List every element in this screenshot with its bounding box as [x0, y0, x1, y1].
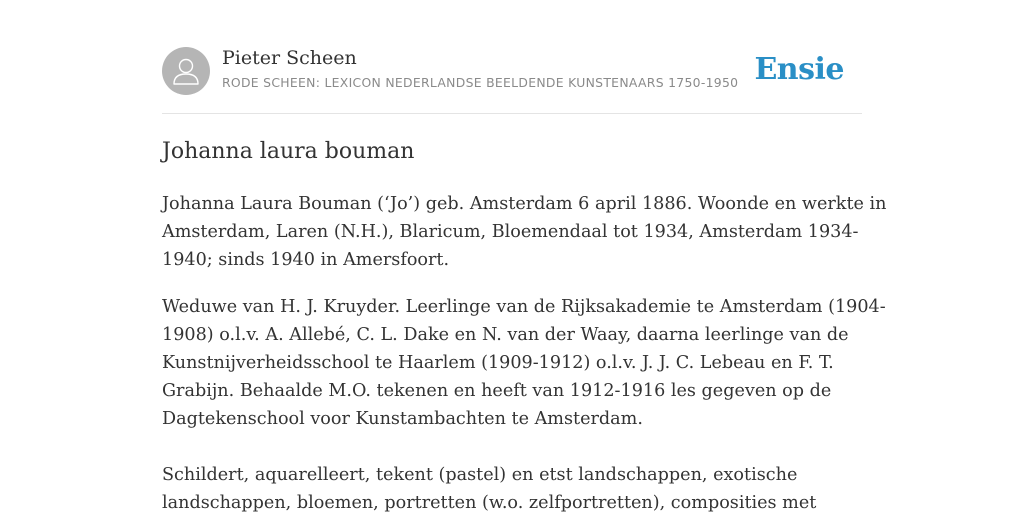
ensie-logo[interactable]: Ensie	[754, 52, 844, 87]
header-divider	[162, 113, 862, 114]
paragraph	[162, 293, 886, 512]
text-line: Grabijn. Behaalde M.O. tekenen en heeft van 1912-1916 les gegeven op de	[162, 381, 832, 401]
text-line: Johanna Laura Bouman (‘Jo’) geb. Amsterdam 6 april 1886. Woonde en werkte in	[162, 194, 887, 214]
text-line: Amsterdam, Laren (N.H.), Blaricum, Bloemendaal tot 1934, Amsterdam 1934-	[162, 222, 859, 242]
text-line: Weduwe van H. J. Kruyder. Leerlinge van de Rijksakademie te Amsterdam (1904-	[162, 297, 886, 317]
author-name-link[interactable]: Pieter Scheen	[222, 47, 357, 69]
text-line: Dagtekenschool voor Kunstambachten te Amsterdam.	[162, 409, 643, 429]
text-line: Kunstnijverheidsschool te Haarlem (1909-1912) o.l.v. J. J. C. Lebeau en F. T.	[162, 353, 834, 373]
article-header	[162, 46, 862, 96]
article-body	[162, 190, 887, 512]
paragraph	[162, 190, 887, 274]
text-line: Schildert, aquarelleert, tekent (pastel) en etst landschappen, exotische	[162, 465, 798, 485]
text-line	[162, 433, 862, 461]
text-line: 1908) o.l.v. A. Allebé, C. L. Dake en N. van der Waay, daarna leerlinge van de	[162, 325, 849, 345]
source-link[interactable]: RODE SCHEEN: LEXICON NEDERLANDSE BEELDENDE KUNSTENAARS 1750-1950	[222, 75, 739, 90]
text-line: landschappen, bloemen, portretten (w.o. zelfportretten), composities met	[162, 493, 817, 512]
text-line: 1940; sinds 1940 in Amersfoort.	[162, 250, 450, 270]
author-avatar[interactable]	[162, 47, 210, 95]
user-silhouette-icon	[162, 47, 210, 95]
article-title: Johanna laura bouman	[162, 139, 415, 164]
